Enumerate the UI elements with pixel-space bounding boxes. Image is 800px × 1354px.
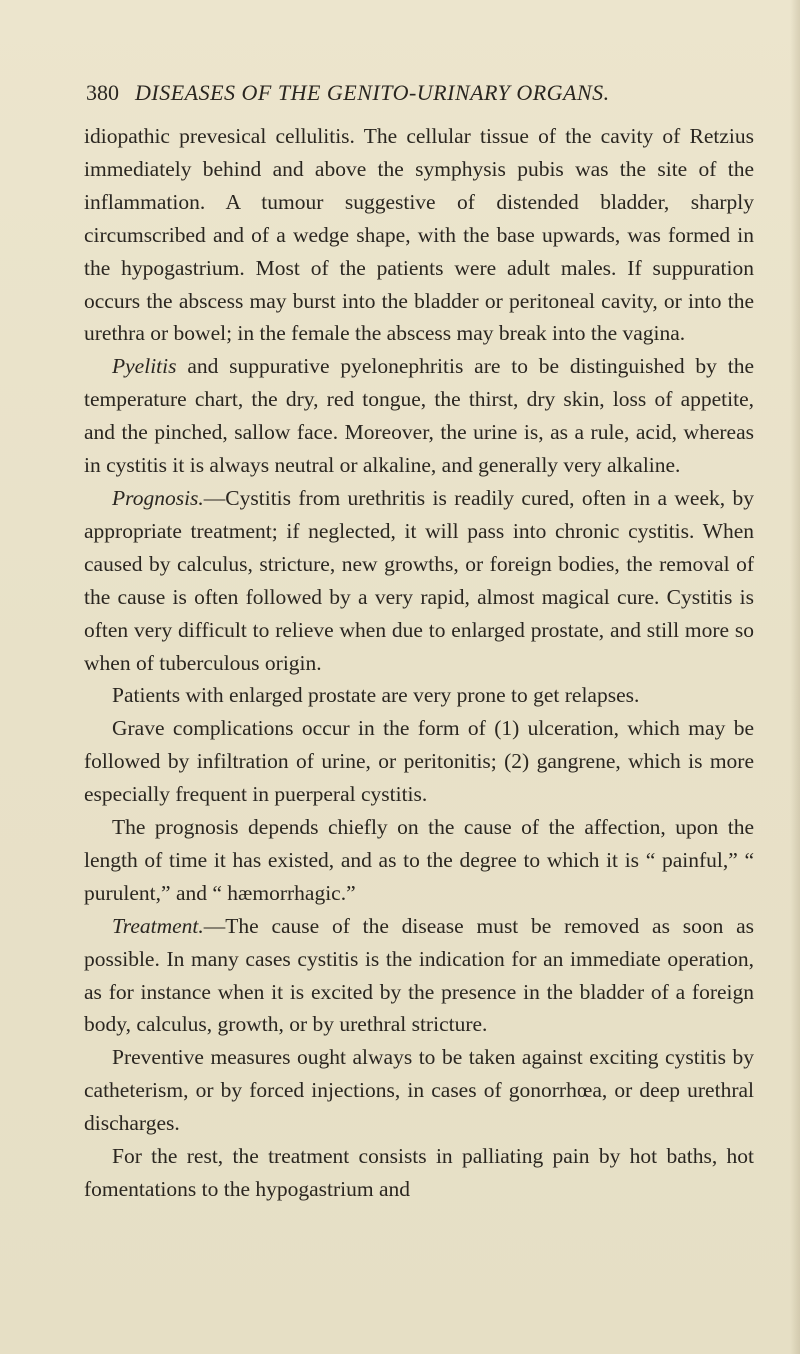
running-title: DISEASES OF THE GENITO-URINARY ORGANS. <box>135 80 610 105</box>
paragraph-preventive <box>84 1041 754 1140</box>
paragraph-text: Grave complications occur in the form of (1) ulceration, which may be followed by infiltration of urine, or peritonitis; (2) gangrene, which is more especially frequent in puerperal cystitis. <box>84 716 754 807</box>
body-text <box>84 120 754 1206</box>
paragraph-prognosis-depends <box>84 811 754 910</box>
paragraph-lead-pyelitis: Pyelitis <box>112 354 177 379</box>
page-edge-shadow <box>790 0 800 1354</box>
paragraph-text: and suppurative pyelonephritis are to be distinguished by the temperature chart, the dry, red tongue, the thirst, dry skin, loss of appetite, and the pinched, sallow face. Moreover, the urine is, as a rule, acid, whereas in cystitis it is always neutral or alkaline, and generally very alkaline. <box>84 354 754 478</box>
paragraph-pyelitis <box>84 350 754 482</box>
paragraph-text: The prognosis depends chiefly on the cause of the affection, upon the length of time it has existed, and as to the degree to which it is “ painful,” “ purulent,” and “ hæmorrhagic.” <box>84 815 754 905</box>
paragraph-text: For the rest, the treatment consists in palliating pain by hot baths, hot fomentations to the hypogastrium and <box>84 1144 754 1201</box>
paragraph-text: idiopathic prevesical cellulitis. The cellular tissue of the cavity of Retzius immediately behind and above the symphysis pubis was the site of the inflammation. A tumour suggestive of distended bladder, sharply circumscribed and of a wedge shape, with the base upwards, was formed in the hypogastrium. Most of the patients were adult males. If suppuration occurs the abscess may burst into the bladder or peritoneal cavity, or into the urethra or bowel; in the female the abscess may break into the vagina. <box>84 124 754 346</box>
paragraph-text: —Cystitis from urethritis is readily cured, often in a week, by appropriate treatment; if neglected, it will pass into chronic cystitis. When caused by calculus, stricture, new growths, or foreign bodies, the removal of the cause is often followed by a very rapid, almost magical cure. Cystitis is often very difficult to relieve when due to enlarged prostate, and still more so when of tuberculous origin. <box>84 485 754 675</box>
page-number: 380 <box>86 80 119 105</box>
paragraph-lead-prognosis: Prognosis. <box>112 485 204 510</box>
running-head <box>86 80 756 106</box>
paragraph-continuation <box>84 120 754 350</box>
paragraph-prognosis <box>84 482 754 679</box>
paragraph-lead-treatment: Treatment. <box>112 913 204 938</box>
paragraph-relapses <box>84 679 754 712</box>
paragraph-treatment <box>84 910 754 1042</box>
paragraph-text: Patients with enlarged prostate are very prone to get relapses. <box>112 683 640 708</box>
paragraph-rest <box>84 1140 754 1206</box>
paragraph-text: —The cause of the disease must be removed as soon as possible. In many cases cystitis is the indication for an immediate operation, as for instance when it is excited by the presence in the bladder of a foreign body, calculus, growth, or by urethral stricture. <box>84 913 754 1037</box>
paragraph-text: Preventive measures ought always to be taken against exciting cystitis by catheterism, or by forced injections, in cases of gonorrhœa, or deep urethral discharges. <box>84 1045 754 1136</box>
paragraph-complications <box>84 712 754 811</box>
